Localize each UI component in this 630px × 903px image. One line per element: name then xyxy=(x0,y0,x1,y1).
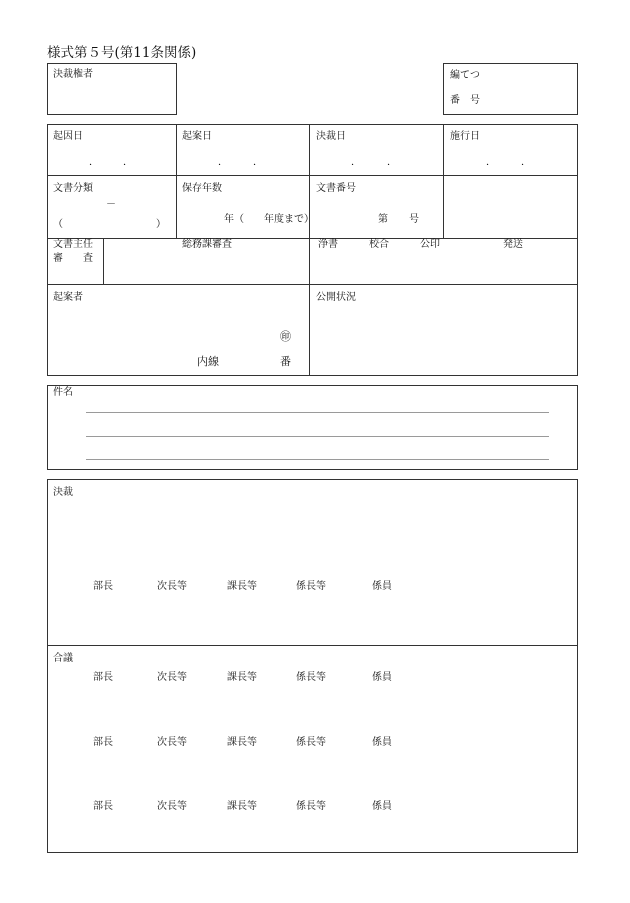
grid-rule xyxy=(47,175,578,176)
classification-close-paren: ） xyxy=(156,219,166,230)
position-subsection-head: 係長等 xyxy=(296,737,326,748)
draft-date-dot: ． xyxy=(253,157,263,168)
position-section-head: 課長等 xyxy=(227,737,257,748)
retention-label: 保存年数 xyxy=(182,183,222,194)
fair-copy-label: 浄書 xyxy=(318,239,338,250)
position-subsection-head: 係長等 xyxy=(296,672,326,683)
subject-line xyxy=(86,436,549,437)
position-deputy-head: 次長等 xyxy=(157,737,187,748)
position-deputy-head: 次長等 xyxy=(157,801,187,812)
decision-date-dot: ． xyxy=(387,157,397,168)
approval-divider xyxy=(47,645,578,646)
subject-box xyxy=(47,385,578,470)
official-seal-label: 公印 xyxy=(420,239,440,250)
position-section-head: 課長等 xyxy=(227,672,257,683)
origin-date-dot: ． xyxy=(89,157,99,168)
position-department-head: 部長 xyxy=(93,737,113,748)
origin-date-label: 起因日 xyxy=(53,131,83,142)
decision-date-label: 決裁日 xyxy=(316,131,346,142)
collation-label: 校合 xyxy=(369,239,389,250)
extension-ban: 番 xyxy=(280,355,291,368)
disclosure-label: 公開状況 xyxy=(316,292,356,303)
origin-date-dot: ． xyxy=(123,157,133,168)
subject-line xyxy=(86,412,549,413)
grid-rule xyxy=(47,238,578,239)
doc-number-label: 文書番号 xyxy=(316,183,356,194)
position-deputy-head: 次長等 xyxy=(157,672,187,683)
drafter-label: 起案者 xyxy=(53,292,83,303)
position-subsection-head: 係長等 xyxy=(296,581,326,592)
grid-rule xyxy=(103,238,104,284)
doc-number-go: 号 xyxy=(409,214,419,225)
review-label: 審 査 xyxy=(53,253,93,264)
grid-rule xyxy=(47,284,578,285)
binding-label: 編てつ xyxy=(450,70,480,81)
retention-value: 年（ 年度まで） xyxy=(224,214,314,225)
approval-box xyxy=(47,479,578,853)
agreement-section-label: 合議 xyxy=(53,653,73,664)
extension-label: 内線 xyxy=(197,355,219,368)
position-subsection-head: 係長等 xyxy=(296,801,326,812)
grid-rule xyxy=(176,124,177,238)
position-staff: 係員 xyxy=(372,581,392,592)
subject-label: 件名 xyxy=(53,387,73,398)
position-section-head: 課長等 xyxy=(227,801,257,812)
position-staff: 係員 xyxy=(372,672,392,683)
seal-mark: ㊞ xyxy=(280,330,291,343)
general-affairs-review-label: 総務課審査 xyxy=(182,239,232,250)
grid-rule xyxy=(443,124,444,238)
position-deputy-head: 次長等 xyxy=(157,581,187,592)
position-staff: 係員 xyxy=(372,801,392,812)
classification-dash: － xyxy=(106,199,116,210)
position-department-head: 部長 xyxy=(93,801,113,812)
classification-label: 文書分類 xyxy=(53,183,93,194)
draft-date-dot: ． xyxy=(218,157,228,168)
binding-number-label: 番 号 xyxy=(450,95,480,106)
position-department-head: 部長 xyxy=(93,581,113,592)
form-title: 様式第５号(第11条関係) xyxy=(47,45,197,61)
dispatch-label: 発送 xyxy=(503,239,523,250)
draft-date-label: 起案日 xyxy=(182,131,212,142)
enforcement-date-label: 施行日 xyxy=(450,131,480,142)
position-section-head: 課長等 xyxy=(227,581,257,592)
enforcement-date-dot: ． xyxy=(486,157,496,168)
authority-label: 決裁権者 xyxy=(53,69,93,80)
doc-number-dai: 第 xyxy=(378,214,388,225)
classification-open-paren: （ xyxy=(53,219,63,230)
position-department-head: 部長 xyxy=(93,672,113,683)
doc-manager-label: 文書主任 xyxy=(53,239,93,250)
enforcement-date-dot: ． xyxy=(521,157,531,168)
decision-section-label: 決裁 xyxy=(53,487,73,498)
decision-date-dot: ． xyxy=(351,157,361,168)
grid-rule xyxy=(309,124,310,376)
position-staff: 係員 xyxy=(372,737,392,748)
subject-line xyxy=(86,459,549,460)
